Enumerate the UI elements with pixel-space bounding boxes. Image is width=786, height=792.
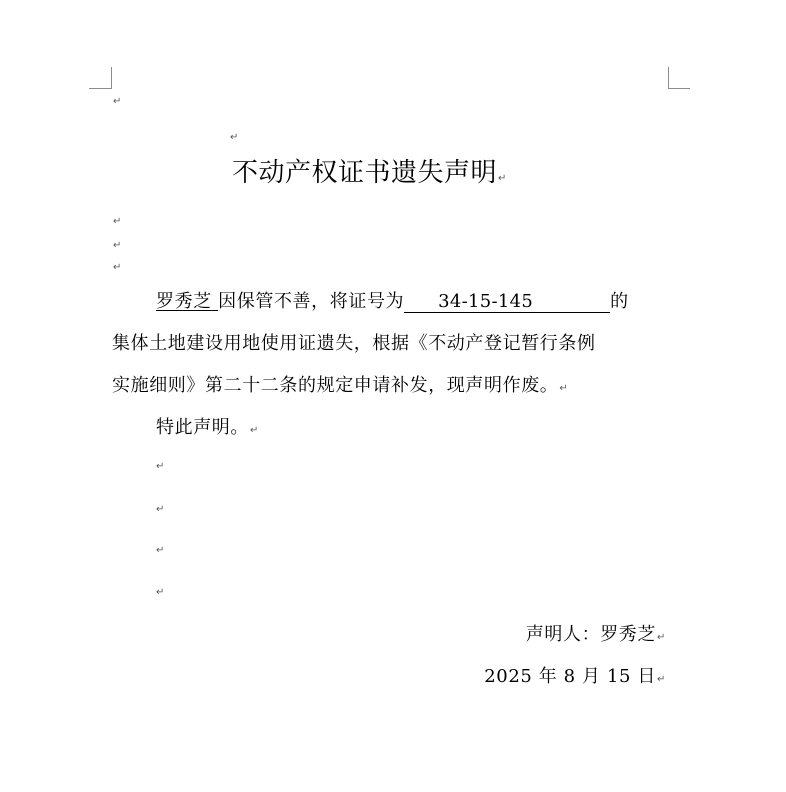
body-line-4 — [156, 413, 712, 439]
body-line-3-text: 实施细则》第二十二条的规定申请补发，现声明作废。 — [112, 375, 559, 396]
title-text: 不动产权证书遗失声明 — [232, 158, 498, 188]
declarant-signature — [526, 620, 666, 646]
paragraph-mark: ↵ — [113, 240, 122, 251]
crop-mark-top-left — [89, 88, 111, 89]
declarant-label: 声明人：罗秀芝 — [525, 624, 657, 645]
certificate-number: 34-15-145 — [404, 292, 610, 313]
paragraph-mark: ↵ — [156, 545, 165, 556]
document-title — [232, 157, 507, 195]
paragraph-mark: ↵ — [113, 262, 122, 273]
body-text-2: 的 — [610, 291, 629, 312]
declaration-date — [484, 662, 666, 688]
paragraph-mark: ↵ — [250, 425, 259, 436]
body-line-3 — [112, 371, 668, 397]
date-text: 2025 年 8 月 15 日 — [484, 666, 657, 687]
crop-mark-top-right — [668, 67, 669, 89]
paragraph-mark: ↵ — [156, 461, 165, 472]
paragraph-mark: ↵ — [498, 173, 507, 184]
paragraph-mark: ↵ — [657, 632, 666, 643]
paragraph-mark: ↵ — [113, 96, 122, 107]
paragraph-mark: ↵ — [113, 216, 122, 227]
declarant-name: 罗秀芝 — [156, 291, 212, 312]
body-line-1 — [156, 287, 712, 313]
body-line-2: 集体土地建设用地使用证遗失，根据《不动产登记暂行条例 — [112, 333, 596, 354]
paragraph-mark: ↵ — [559, 383, 569, 394]
paragraph-mark: ↵ — [156, 587, 165, 598]
paragraph-mark: ↵ — [230, 132, 239, 143]
body-text-1: 因保管不善，将证号为 — [218, 291, 405, 312]
closing-statement: 特此声明。 — [156, 417, 249, 438]
paragraph-mark: ↵ — [156, 504, 165, 515]
crop-mark-top-right — [668, 88, 690, 89]
crop-mark-top-left — [111, 67, 112, 89]
paragraph-mark: ↵ — [657, 674, 666, 685]
